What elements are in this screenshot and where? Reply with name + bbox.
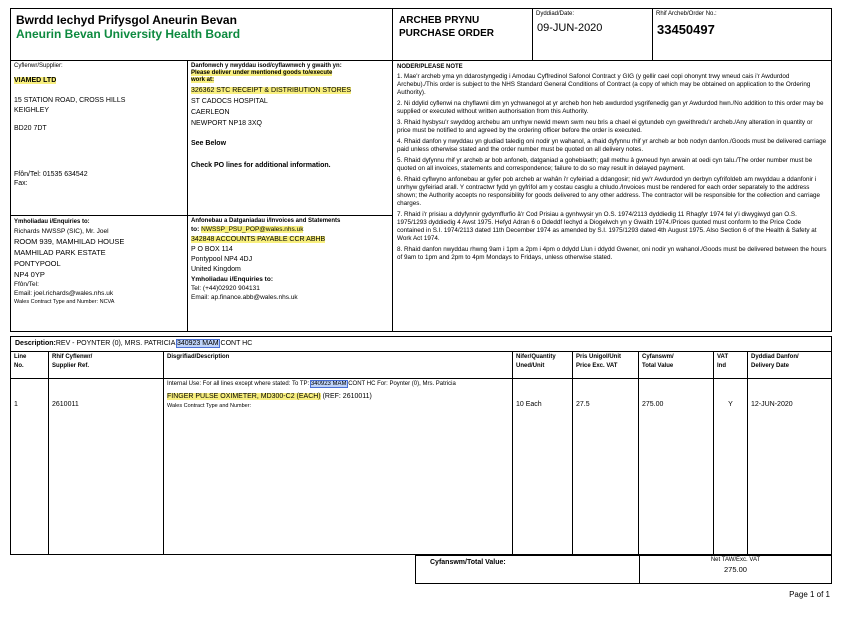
supplier-phone [14, 171, 187, 178]
invoices-address-line: United Kingdom [191, 266, 241, 273]
net-exc-vat-value: 275.00 [724, 565, 747, 574]
terms-item: 2. Ni ddylid cyflenwi na chyflawni dim yn ychwanegol at yr archeb hon heb awdurdod ysgrifenedig gan yr Awdurdod hwn./No addition to this order may be supplied or executed without written authorisation from this Authority. [397, 100, 824, 115]
table-header-row [11, 352, 831, 379]
invoices-address-line: 342848 ACCOUNTS PAYABLE CCR ABHB [191, 236, 326, 243]
supplier-postcode: BD20 7DT [14, 125, 47, 132]
delivery-address-line: NEWPORT NP18 3XQ [191, 120, 262, 127]
invoices-label: Anfonebau a Datganiadau i/Invoices and Statements [191, 218, 341, 224]
terms-item: 4. Rhaid danfon y nwyddau yn gludiad taledig oni nodir yn wahanol, a rhaid dyfynnu rhif yr archeb ar bob nodyn danfon./Goods must be delivered carriage paid unless otherwise stated and the order number must be quoted on all delivery notes. [397, 138, 827, 153]
order-date-box [532, 8, 653, 61]
invoices-email2: Email: ap.finance.abb@wales.nhs.uk [191, 294, 298, 301]
org-name-welsh: Bwrdd Iechyd Prifysgol Aneurin Bevan [16, 13, 237, 27]
totals-label: Cyfanswm/Total Value: [430, 559, 506, 566]
delivery-box [187, 60, 393, 216]
doc-title-welsh: ARCHEB PRYNU [399, 15, 480, 26]
table-row [11, 379, 831, 554]
delivery-label-welsh: Danfonwch y nwyddau isod/cyflawnwch y gwaith yn: [191, 63, 342, 69]
delivery-label-workat: work at: [191, 77, 215, 83]
order-date-value: 09-JUN-2020 [537, 22, 603, 34]
delivery-label-english: Please deliver under mentioned goods to/execute [191, 70, 333, 76]
col-header-line-no: Line No. [11, 352, 49, 378]
description-selected-text: 340923 MAM [176, 340, 219, 347]
enquiries-label: Ymholiadau i/Enquiries to: [14, 219, 90, 225]
supplier-name: VIAMED LTD [14, 77, 57, 84]
enquiries-phone-label: Ffôn/Tel: [14, 281, 39, 288]
enquiries-box [10, 215, 188, 332]
enquiries-postcode: NP4 0YP [14, 270, 45, 279]
check-po-note: Check PO lines for additional information. [191, 162, 331, 169]
invoices-address-line: Pontypool NP4 4DJ [191, 256, 253, 263]
col-header-quantity: Nifer/Quantity Uned/Unit [513, 352, 573, 378]
col-header-delivery-date: Dyddiad Danfon/ Delivery Date [751, 354, 799, 369]
cell-supplier-ref: 2610011 [49, 379, 164, 554]
col-header-supplier-ref: Rhif Cyflenwr/ Supplier Ref. [49, 352, 164, 378]
enquiries-contract-note: Wales Contract Type and Number: NCVA [14, 299, 115, 305]
col-header-vat-ind: VAT Ind [714, 352, 748, 378]
delivery-address-line: ST CADOCS HOSPITAL [191, 98, 268, 105]
terms-item: 3. Rhaid hysbysu'r swyddog archebu am unrhyw newid mewn swm neu bris a chael ei gytundeb cyn gweithredu'r archeb./Any alteration in quantity or price must be notified to and agreed by the ordering officer before the order is executed. [397, 119, 813, 134]
invoices-address-line: P O BOX 114 [191, 246, 233, 253]
supplier-box [10, 60, 188, 216]
enquiries-address-line: PONTYPOOL [14, 259, 61, 268]
item-contract-note: Wales Contract Type and Number: [167, 403, 252, 409]
cell-vat-ind: Y [714, 379, 748, 554]
cell-unit-price: 27.5 [573, 379, 639, 554]
cell-delivery-date: 12-JUN-2020 [751, 401, 793, 408]
terms-item: 1. Mae'r archeb yma yn ddarostyngedig i Amodau Cyffredinol Safonol Contract y GIG (y gellir cael copi ohonynt trwy wneud cais i'r Awdurdod Archebu)./This order is subject to the NHS Standard General Conditions of Contract (a copy of which may be obtained on application to the Ordering Authority). [397, 73, 811, 96]
doc-title-english: PURCHASE ORDER [399, 28, 495, 39]
invoices-enquiries-label: Ymholiadau i/Enquiries to: [191, 276, 273, 283]
description-bar [10, 336, 832, 352]
invoices-tel: Tel: (+44)02920 904131 [191, 285, 260, 292]
line-items-table [10, 351, 832, 555]
totals-box [415, 555, 832, 584]
doc-title-box [392, 8, 533, 61]
header-org-box [10, 8, 393, 61]
description-text: REV - POYNTER (0), MRS. PATRICIA [55, 340, 177, 347]
order-number-label: Rhif Archeb/Order No.: [656, 11, 717, 17]
org-name-english: Aneurin Bevan University Health Board [16, 27, 241, 41]
order-number-value: 33450497 [657, 22, 715, 37]
supplier-phone-label: Ffôn/Tel: [14, 171, 41, 178]
delivery-address-line: CAERLEON [191, 109, 230, 116]
description-text: CONT HC [218, 340, 253, 347]
order-number-box [652, 8, 832, 61]
enquiries-email: Email: joel.richards@wales.nhs.uk [14, 290, 114, 297]
order-date-label: Dyddiad/Date: [536, 11, 575, 17]
supplier-label: Cyflenwr/Supplier: [14, 63, 63, 69]
invoices-box [187, 215, 393, 332]
supplier-phone-value: 01535 634542 [42, 171, 88, 178]
see-below-note: See Below [191, 140, 227, 147]
terms-item: 5. Rhaid dyfynnu rhif yr archeb ar bob anfoneb, datganiad a gohebiaeth; gall methu â gwneud hyn arwain at oedi cyn talu./The order number must be quoted on all invoices, statements and correspondence; failure to do so may result in delayed payment. [397, 157, 813, 172]
enquiries-address-line: MAMHILAD PARK ESTATE [14, 248, 106, 257]
terms-item: 6. Rhaid cyflwyno anfonebau ar gyfer pob archeb ar wahân i'r cyfeiriad a ddangosir; nid yw'r Awdurdod yn derbyn cyfrifoldeb am nwyddau a ddanfonir i unrhyw gyfeiriad arall. Y contractwr fydd yn gyfrifol am y costau casglu a chludo./Invoices must be rendered for each order separately to the address shown; the Authority accepts no responsibility for goods delivered to any other address. The contractor will be responsible for the collection and carriage charges. [397, 176, 821, 207]
page-number: Page 1 of 1 [789, 590, 830, 599]
totals-net-cell [639, 556, 831, 583]
col-header-description: Disgrifiad/Description [164, 352, 513, 378]
cell-description [164, 379, 513, 554]
net-exc-vat-label: Net TAW/Exc. VAT [710, 557, 761, 563]
invoices-to-label: to: [191, 226, 200, 233]
terms-item: 8. Rhaid danfon nwyddau rhwng 9am i 1pm a 2pm i 4pm o ddydd Llun i ddydd Gwener, oni nodir yn wahanol./Goods must be delivered between the hours of 9am to 1pm and 2pm to 4pm Mondays to Fridays, unless otherwise stated. [397, 246, 827, 261]
cell-quantity: 10 Each [513, 379, 573, 554]
invoices-email: NWSSP_PSU_POP@wales.nhs.uk [201, 226, 304, 233]
enquiries-contact: Richards NWSSP (SIC), Mr. Joel [14, 228, 109, 235]
internal-use-note: Internal Use: For all lines except where stated: To TP: 340923 MAM CONT HC For: Poynter (0), Mrs. Patricia [167, 381, 456, 387]
terms-and-conditions-box [392, 60, 832, 332]
delivery-address-line: 326362 STC RECEIPT & DISTRIBUTION STORES [191, 87, 352, 94]
cell-line-no: 1 [11, 379, 49, 554]
col-header-total-value: Cyfanswm/ Total Value [639, 352, 714, 378]
supplier-fax-label: Fax: [14, 180, 28, 187]
cell-total-value: 275.00 [639, 379, 714, 554]
terms-item: 7. Rhaid i'r prisiau a ddyfynnir gydymffurfio â'r Cod Prisiau a gynhwysir yn O.S. 1974/2113 dyddiedig 11 Rhagfyr 1974 fel y'i diwygiwyd gan O.S. 1975/1293 dyddiedig 4 Awst 1975. Hefyd Adran 6 o Ddeddf Iechyd a Diogelwch yn y Gwaith 1974./Prices quoted must conform to the Price Code contained in S.I. 1974/2113 dated 11th December 1974 as amended by S.I. 1975/1293 dated 4th August 1975. Also Section 6 of the Health & Safety at Work Act 1974. [397, 211, 817, 242]
supplier-address-line: KEIGHLEY [14, 107, 50, 114]
description-label: Description: [15, 340, 56, 347]
enquiries-address-line: ROOM 939, MAMHILAD HOUSE [14, 237, 125, 246]
supplier-address-line: 15 STATION ROAD, CROSS HILLS [14, 97, 126, 104]
terms-title: NODER/PLEASE NOTE [397, 64, 463, 70]
item-description: FINGER PULSE OXIMETER, MD300-C2 (EACH) (REF: 2610011) [167, 393, 372, 400]
col-header-unit-price: Pris Unigol/Unit Price Exc. VAT [573, 352, 639, 378]
internal-note-selected: 340923 MAM [310, 381, 347, 387]
